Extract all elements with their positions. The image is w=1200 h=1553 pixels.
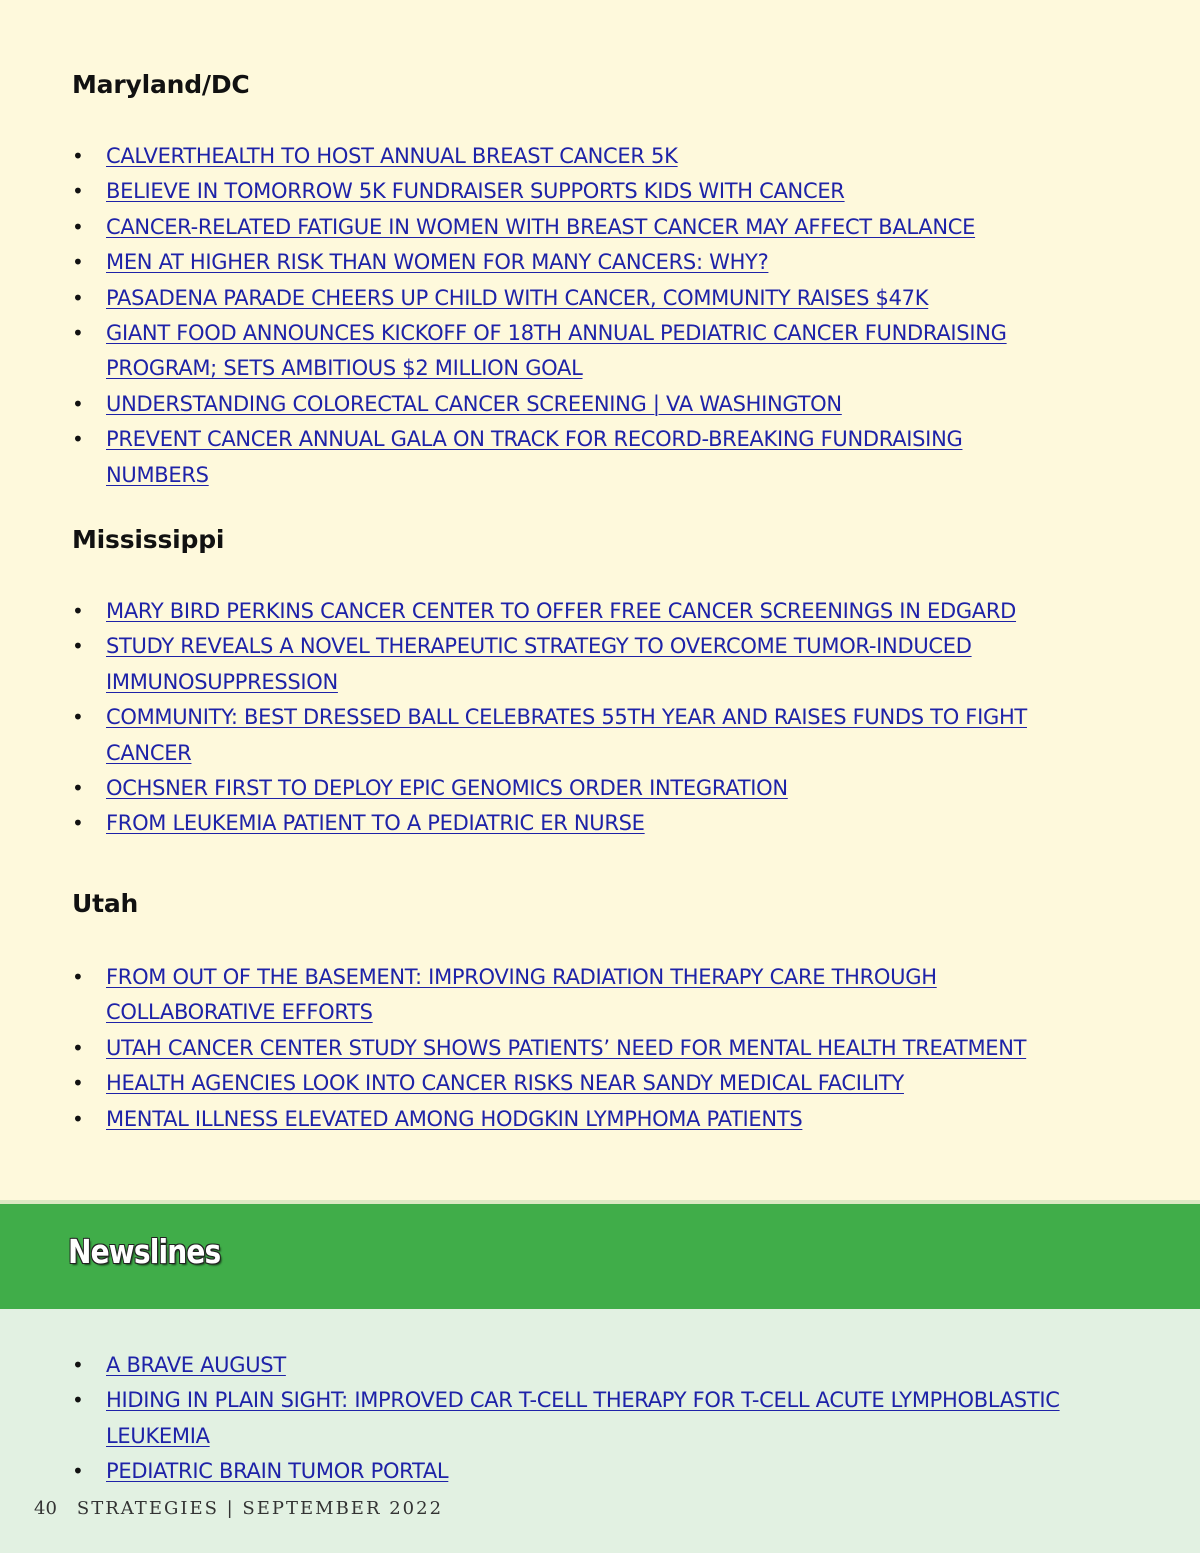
- list-utah: [72, 960, 1152, 1137]
- bullet-icon: •: [72, 144, 84, 168]
- bullet-icon: •: [72, 250, 84, 275]
- list-item: [72, 629, 1152, 700]
- list-item: [72, 960, 1152, 1031]
- article-link[interactable]: PREVENT CANCER ANNUAL GALA ON TRACK FOR RECORD-BREAKING FUNDRAISING: [106, 427, 963, 452]
- article-link[interactable]: MEN AT HIGHER RISK THAN WOMEN FOR MANY CANCERS: WHY?: [106, 250, 769, 275]
- bullet-icon: •: [72, 1459, 84, 1484]
- list-item: [72, 1031, 1152, 1066]
- article-link[interactable]: CANCER-RELATED FATIGUE IN WOMEN WITH BREAST CANCER MAY AFFECT BALANCE: [106, 214, 976, 239]
- list-item: [72, 700, 1152, 771]
- article-link[interactable]: COMMUNITY: BEST DRESSED BALL CELEBRATES 55TH YEAR AND RAISES FUNDS TO FIGHT: [106, 705, 1027, 730]
- bullet-icon: •: [72, 1388, 84, 1413]
- article-link-continued[interactable]: LEUKEMIA: [106, 1423, 210, 1448]
- bullet-icon: •: [72, 776, 84, 801]
- list-item: [72, 316, 1152, 387]
- article-link[interactable]: OCHSNER FIRST TO DEPLOY EPIC GENOMICS ORDER INTEGRATION: [106, 776, 788, 801]
- article-link[interactable]: BELIEVE IN TOMORROW 5K FUNDRAISER SUPPORTS KIDS WITH CANCER: [106, 179, 845, 204]
- article-link[interactable]: STUDY REVEALS A NOVEL THERAPEUTIC STRATEGY TO OVERCOME TUMOR-INDUCED: [106, 634, 972, 659]
- list-mississippi: [72, 594, 1152, 842]
- article-link[interactable]: A BRAVE AUGUST: [106, 1353, 286, 1377]
- list-item: [72, 174, 1152, 209]
- article-link[interactable]: MENTAL ILLNESS ELEVATED AMONG HODGKIN LYMPHOMA PATIENTS: [106, 1106, 803, 1131]
- list-item: [72, 771, 1152, 806]
- bullet-icon: •: [72, 214, 84, 239]
- list-item: [72, 1102, 1152, 1137]
- list-item: [72, 1454, 1152, 1489]
- heading-utah: Utah: [72, 889, 139, 918]
- newslines-title: Newslines: [68, 1232, 221, 1271]
- list-item: [72, 594, 1152, 629]
- article-link[interactable]: FROM LEUKEMIA PATIENT TO A PEDIATRIC ER NURSE: [106, 811, 645, 836]
- article-link[interactable]: PEDIATRIC BRAIN TUMOR PORTAL: [106, 1459, 449, 1484]
- article-link-continued[interactable]: COLLABORATIVE EFFORTS: [106, 1000, 373, 1025]
- article-link[interactable]: PASADENA PARADE CHEERS UP CHILD WITH CANCER, COMMUNITY RAISES $47K: [106, 285, 929, 310]
- article-link-continued[interactable]: PROGRAM; SETS AMBITIOUS $2 MILLION GOAL: [106, 356, 583, 381]
- list-item: [72, 245, 1152, 280]
- list-item: [72, 806, 1152, 841]
- list-item: [72, 1066, 1152, 1101]
- bullet-icon: •: [72, 1353, 84, 1377]
- bullet-icon: •: [72, 1071, 84, 1096]
- bullet-icon: •: [72, 705, 84, 730]
- list-newslines: [72, 1348, 1152, 1490]
- article-link-continued[interactable]: CANCER: [106, 740, 192, 765]
- list-item: [72, 281, 1152, 316]
- list-item: [72, 387, 1152, 422]
- list-item: [72, 422, 1152, 493]
- article-link[interactable]: UNDERSTANDING COLORECTAL CANCER SCREENING | VA WASHINGTON: [106, 391, 842, 416]
- publication-line: STRATEGIES | SEPTEMBER 2022: [76, 1498, 444, 1519]
- bullet-icon: •: [72, 179, 84, 204]
- article-link[interactable]: MARY BIRD PERKINS CANCER CENTER TO OFFER FREE CANCER SCREENINGS IN EDGARD: [106, 599, 1017, 623]
- heading-maryland-dc: Maryland/DC: [72, 70, 250, 99]
- list-item: [72, 1383, 1152, 1454]
- page-number: 40: [34, 1498, 57, 1519]
- article-link[interactable]: FROM OUT OF THE BASEMENT: IMPROVING RADIATION THERAPY CARE THROUGH: [106, 965, 937, 989]
- bullet-icon: •: [72, 1106, 84, 1131]
- bullet-icon: •: [72, 1035, 84, 1060]
- bullet-icon: •: [72, 427, 84, 452]
- article-link[interactable]: UTAH CANCER CENTER STUDY SHOWS PATIENTS’ NEED FOR MENTAL HEALTH TREATMENT: [106, 1035, 1027, 1060]
- bullet-icon: •: [72, 965, 84, 989]
- bullet-icon: •: [72, 634, 84, 659]
- article-link[interactable]: GIANT FOOD ANNOUNCES KICKOFF OF 18TH ANNUAL PEDIATRIC CANCER FUNDRAISING: [106, 321, 1007, 346]
- article-link[interactable]: HIDING IN PLAIN SIGHT: IMPROVED CAR T-CELL THERAPY FOR T-CELL ACUTE LYMPHOBLASTIC: [106, 1388, 1060, 1413]
- list-item: [72, 210, 1152, 245]
- bullet-icon: •: [72, 321, 84, 346]
- list-maryland-dc: [72, 139, 1152, 493]
- bullet-icon: •: [72, 599, 84, 623]
- bullet-icon: •: [72, 285, 84, 310]
- article-link[interactable]: HEALTH AGENCIES LOOK INTO CANCER RISKS NEAR SANDY MEDICAL FACILITY: [106, 1071, 904, 1096]
- page-footer: [34, 1498, 443, 1519]
- list-item: [72, 1348, 1152, 1383]
- article-link[interactable]: CALVERTHEALTH TO HOST ANNUAL BREAST CANCER 5K: [106, 144, 678, 168]
- heading-mississippi: Mississippi: [72, 525, 225, 554]
- bullet-icon: •: [72, 811, 84, 836]
- newslines-banner: [0, 1204, 1200, 1309]
- bullet-icon: •: [72, 391, 84, 416]
- article-link-continued[interactable]: NUMBERS: [106, 462, 209, 487]
- list-item: [72, 139, 1152, 174]
- article-link-continued[interactable]: IMMUNOSUPPRESSION: [106, 669, 338, 694]
